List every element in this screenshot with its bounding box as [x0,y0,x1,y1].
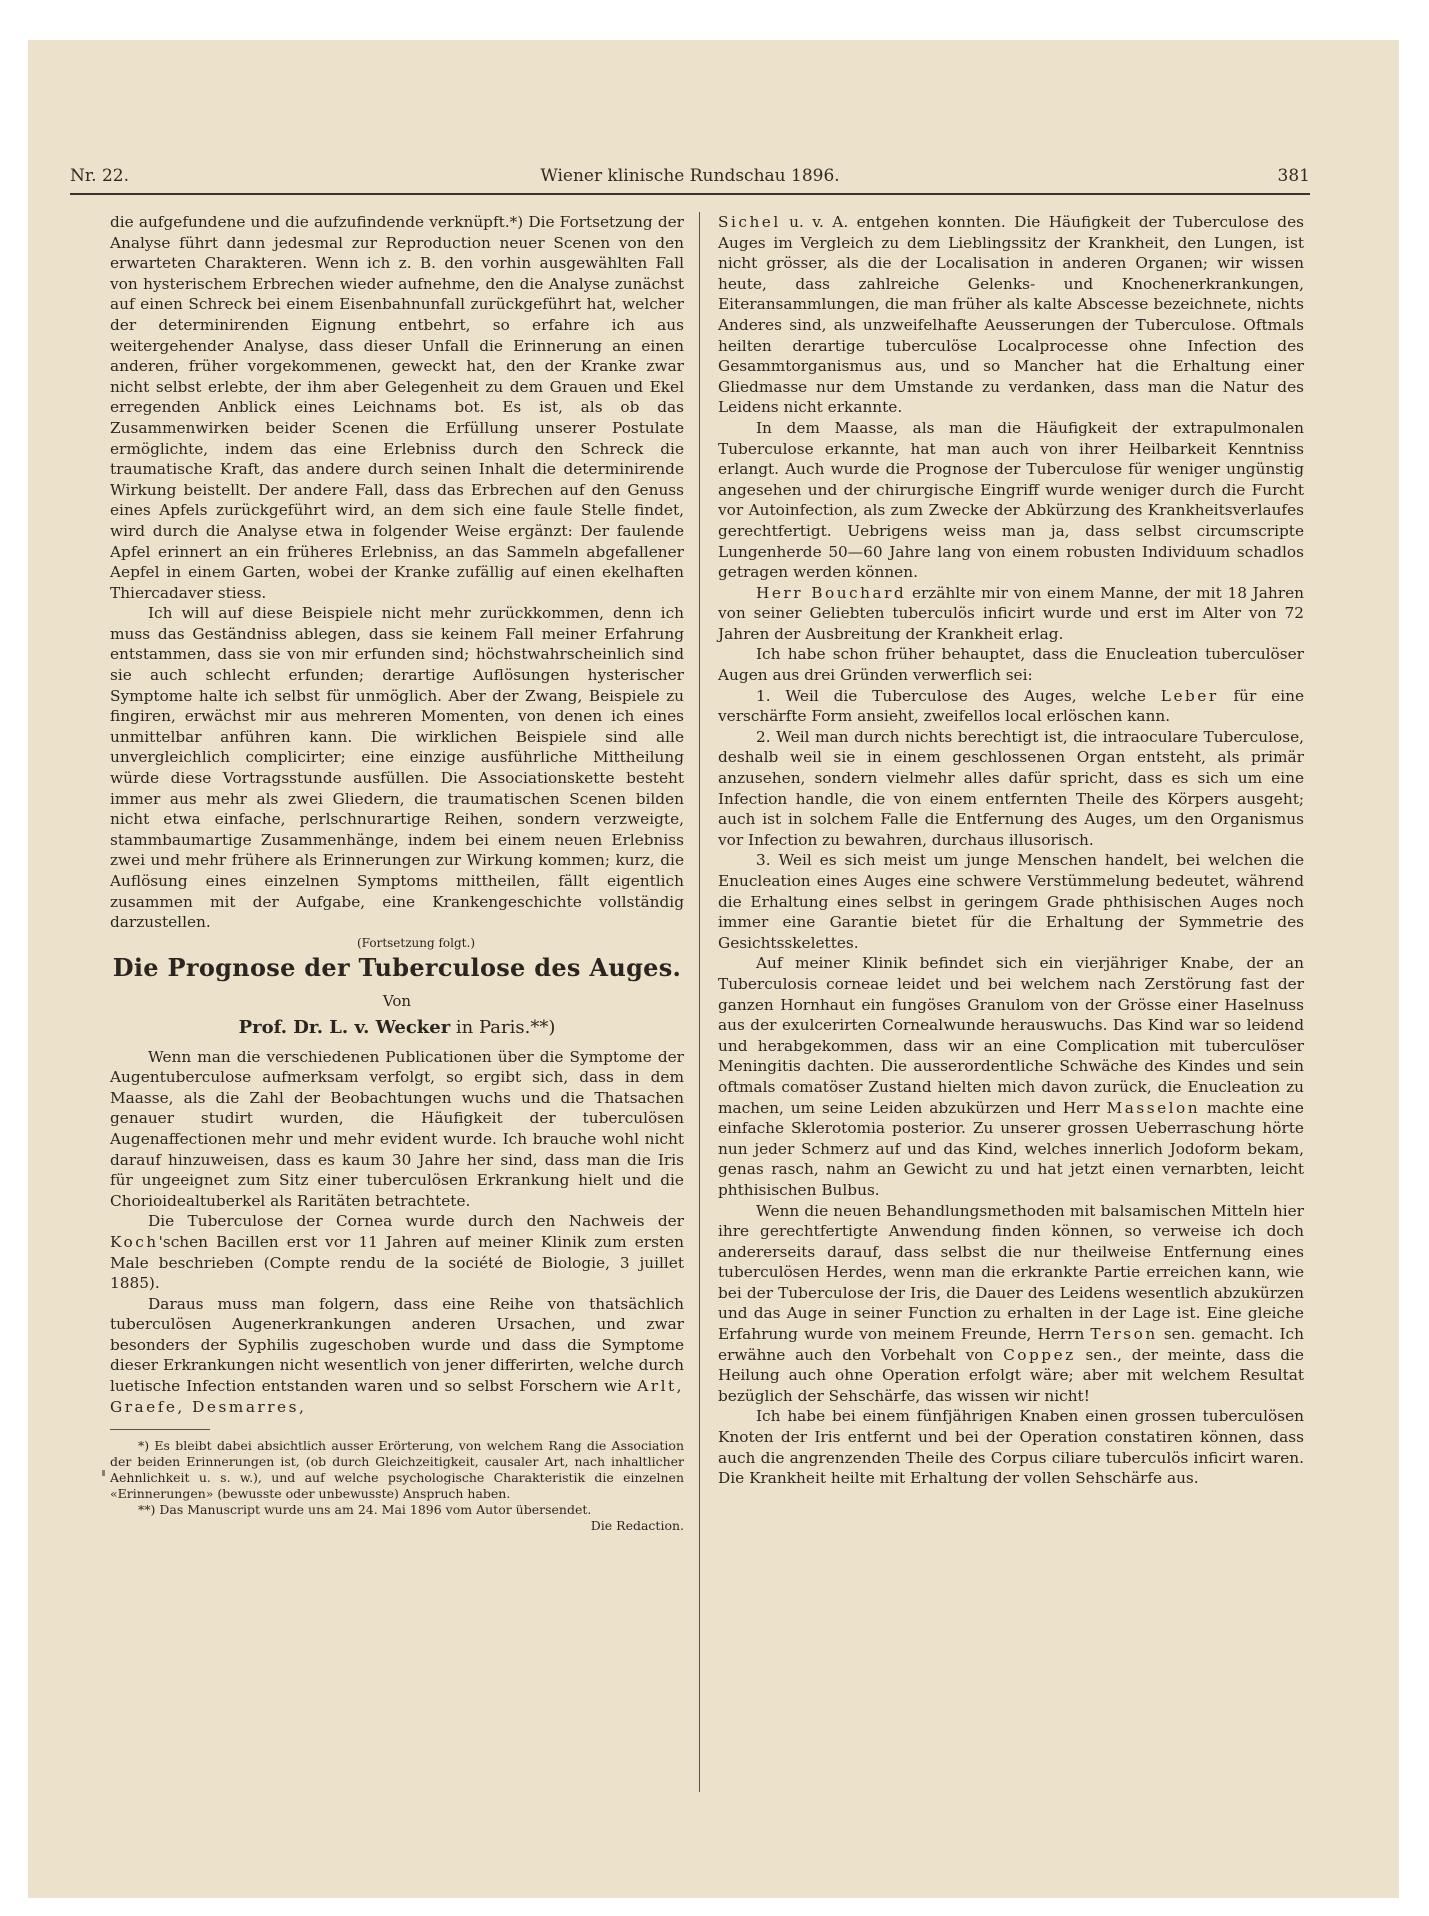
text-run: sen. gemacht. Ich erwähne auch den Vorbehalt von [718,1325,1304,1364]
name-coppez: Coppez [1003,1345,1076,1364]
text-run: Auf meiner Klinik befindet sich ein vierjähriger Knabe, der an Tuberculosis corneae leidet und bei welchem nach Zerstörung fast der ganzen Hornhaut ein fungöses Granulom von der Grösse einer Haselnuss aus der exulcerirten Cornealwunde herauswuchs. Das Kind war so leidend und herabgekommen, dass wir an eine Complication mit tuberculöser Meningitis dachten. Die ausserordentliche Schwäche des Kindes und sein oftmals comatöser Zustand hielten mich davon zurück, die Enucleation zu machen, um seine Leiden abzukürzen und Herr [718,954,1304,1117]
right-paragraph-3 [718,583,1304,645]
continuation-note: (Fortsetzung folgt.) [357,935,475,950]
name-leber: Leber [1160,686,1219,705]
left-paragraph-2: Ich will auf diese Beispiele nicht mehr zurückkommen, denn ich muss das Geständniss ablegen, dass sie keinem Fall meiner Erfahrung entstammen, dass sie von mir erfunden sind; höchstwahrscheinlich sind sie auch schlecht erfunden; derartige Auflösungen hysterischer Symptome halte ich selbst für unmöglich. Aber der Zwang, Beispiele zu fingiren, erwächst mir aus mehreren Momenten, von denen ich eines unmittelbar anführen kann. Die wirklichen Beispiele sind alle unvergleichlich complicirter; eine einzige ausführliche Mittheilung würde diese Vortragsstunde ausfüllen. Die Associationskette besteht immer aus mehr als zwei Gliedern, die traumatischen Scenen bilden nicht etwa einfache, perlschnurartige Reihen, sondern verzweigte, stammbaumartige Zusammenhänge, indem bei einem neuen Erlebniss zwei und mehr frühere als Erinnerungen zur Wirkung kommen; kurz, die Auflösung eines einzelnen Symptoms mittheilen, fällt eigentlich zusammen mit der Aufgabe, eine Krankengeschichte vollständig darzustellen. [110,604,684,932]
name-terson: Terson [1090,1325,1158,1344]
journal-title: Wiener klinische Rundschau 1896. [540,166,840,186]
text-run: 1. Weil die Tuberculose des Auges, welche [756,686,1161,705]
text-run: Die Tuberculose der Cornea wurde durch den Nachweis der [148,1212,684,1231]
text-run: erzählte mir von einem Manne, der mit 18 Jahren von seiner Geliebten tuberculös inficirt wurde und erst im Alter von 72 Jahren der Ausbreitung der Krankheit erlag. [718,583,1304,643]
right-paragraph-8 [718,953,1304,1200]
right-paragraph-1 [718,212,1304,418]
text-run: u. v. A. entgehen konnten. Die Häufigkeit der Tuberculose des Auges im Vergleich zu dem Lieblingssitz der Krankheit, den Lungen, ist nicht grösser, als die der Localisation in anderen Organen; wir wissen heute, dass zahlreiche Gelenks- und Knochenerkrankungen, Eiteransammlungen, die man früher als kalte Abscesse bezeichnete, nichts Anderes sind, als unzweifelhafte Aeusserungen der Tuberculose. Oftmals heilten derartige tuberculöse Localprocesse ohne Infection des Gesammtorganismus aus, und so Mancher hat die Erhaltung einer Gliedmasse nur dem Umstande zu verdanken, dass man die Natur des Leidens nicht erkannte. [718,213,1304,417]
author-place: in Paris.**) [450,1016,556,1038]
right-paragraph-2: In dem Maasse, als man die Häufigkeit der extrapulmonalen Tuberculose erkannte, hat man auch von ihrer Heilbarkeit Kenntniss erlangt. Auch wurde die Prognose der Tuberculose für weniger ungünstig angesehen und der chirurgische Eingriff wurde weniger durch die Furcht vor Autoinfection, als zum Zwecke der Abkürzung des Krankheitsverlaufes gerechtfertigt. Uebrigens weiss man ja, dass selbst circumscripte Lungenherde 50—60 Jahre lang von einem robusten Individuum schadlos getragen werden können. [718,418,1304,582]
footnote-2: **) Das Manuscript wurde uns am 24. Mai 1896 vom Autor übersendet. [138,1502,592,1518]
text-run: für eine verschärfte Form ansieht, zweifellos local erlöschen kann. [718,686,1304,726]
text-run: Daraus muss man folgern, dass eine Reihe von thatsächlich tuberculösen Augenerkrankungen anderen Ursachen, und zwar besonders der Syphilis zugeschoben wurde und dass die Symptome dieser Erkrankungen nicht wesentlich von jener differirten, welche durch luetische Infection entstanden waren und so selbst Forschern wie [110,1294,684,1396]
footnote-1: *) Es bleibt dabei absichtlich ausser Erörterung, von welchem Rang die Association der beiden Erinnerungen ist, (ob durch Gleichzeitigkeit, causaler Art, nach inhaltlicher Aehnlichkeit u. s. w.), und auf welche psychologische Charakteristik die einzelnen «Erinnerungen» (bewusste oder unbewusste) Anspruch haben. [110,1438,684,1502]
right-paragraph-10: Ich habe bei einem fünfjährigen Knaben einen grossen tuberculösen Knoten der Iris entfernt und bei der Operation constatiren können, dass auch die angrenzenden Theile des Corpus ciliare tuberculös inficirt waren. Die Krankheit heilte mit Erhaltung der vollen Sehschärfe aus. [718,1407,1304,1488]
names-researchers: Arlt, Graefe, Desmarres, [110,1377,684,1416]
right-paragraph-4: Ich habe schon früher behauptet, dass die Enucleation tuberculöser Augen aus drei Gründen verwerflich sei: [718,645,1304,685]
footnote-rule [110,1429,210,1430]
article-by: Von [382,992,412,1011]
print-speck [102,1470,105,1476]
article-paragraph-3 [110,1294,684,1418]
text-run: machte eine einfache Sklerotomia posterior. Zu unserer grossen Ueberraschung hörte nun jeder Schmerz auf und das Kind, welches innerlich Jodoform bekam, genas rasch, nahm an Gewicht zu und hat jetzt einen vernarbten, leicht phthisischen Bulbus. [718,1098,1304,1199]
column-divider [699,212,700,1792]
left-column [110,212,684,1534]
right-paragraph-7: 3. Weil es sich meist um junge Menschen handelt, bei welchen die Enucleation eines Auges eine schwere Verstümmelung bedeutet, während die Erhaltung eines selbst in geringem Grade phthisischen Auges noch immer eine Garantie bietet für die Erhaltung der Symmetrie des Gesichtsskelettes. [718,851,1304,952]
author-name: Prof. Dr. L. v. Wecker [238,1016,451,1038]
page-number: 381 [1277,166,1310,186]
footnote-signature: Die Redaction. [590,1518,684,1534]
issue-number: Nr. 22. [70,166,129,186]
name-koch: Koch [110,1232,159,1251]
left-paragraph-1: die aufgefundene und die aufzufindende verknüpft.*) Die Fortsetzung der Analyse führt dann jedesmal zur Reproduction neuer Scenen von den erwarteten Charakteren. Wenn ich z. B. den vorhin ausgewählten Fall von hysterischem Erbrechen wieder aufnehme, den die Analyse zunächst auf einen Schreck bei einem Eisenbahnunfall zurückgeführt hat, welcher der determinirenden Eignung entbehrt, so erfahre ich aus weitergehender Analyse, dass dieser Unfall die Erinnerung an einen anderen, früher vorgekommenen, geweckt hat, den der Kranke zwar nicht selbst erlebte, der ihm aber Gelegenheit zu dem Grauen und Ekel erregenden Anblick eines Leichnams bot. Es ist, als ob das Zusammenwirken beider Scenen die Erfüllung unserer Postulate ermöglichte, indem das eine Erlebniss durch den Schreck die traumatische Kraft, das andere durch seinen Inhalt die determinirende Wirkung beistellt. Der andere Fall, dass das Erbrechen auf den Genuss eines Apfels zurückgeführt wird, an dem sich eine faule Stelle findet, wird durch die Analyse etwa in folgender Weise ergänzt: Der faulende Apfel erinnert an ein früheres Erlebniss, an das Sammeln abgefallener Aepfel in einem Garten, wobei der Kranke zufällig auf einen ekelhaften Thiercadaver stiess. [110,213,684,602]
footnotes [110,1438,684,1534]
name-sichel: Sichel [718,213,781,231]
text-run: sen., der meinte, dass die Heilung auch ohne Operation erfolgt wäre; aber mit welchem Resultat bezüglich der Sehschärfe, das wissen wir nicht! [718,1345,1304,1405]
name-bouchard: Herr Bouchard [756,583,907,602]
text-run: Wenn die neuen Behandlungsmethoden mit balsamischen Mitteln hier ihre gerechtfertigte Anwendung finden können, so verweise ich doch andererseits darauf, dass selbst die nur theilweise Entfernung eines tuberculösen Herdes, wenn man die erkrankte Partie erreichen kann, wie bei der Tuberculose der Iris, die Dauer des Leidens wesentlich abzukürzen und das Auge in seiner Function zu erhalten in der Lage ist. Eine gleiche Erfahrung wurde von meinem Freunde, Herrn [718,1201,1304,1344]
header-rule [70,193,1310,195]
right-paragraph-5 [718,686,1304,727]
right-paragraph-6: 2. Weil man durch nichts berechtigt ist, die intraoculare Tuberculose, deshalb weil sie in einem geschlossenen Organ entsteht, als primär anzusehen, sondern vielmehr alles dafür spricht, dass es sich um eine Infection handle, die von einem entfernten Theile des Körpers ausgeht; auch ist in solchem Falle die Entfernung des Auges, um den Organismus vor Infection zu bewahren, durchaus illusorisch. [718,727,1304,849]
page-header [70,166,1310,190]
article-paragraph-1: Wenn man die verschiedenen Publicationen über die Symptome der Augentuberculose aufmerksam verfolgt, so ergibt sich, dass in dem Maasse, als die Zahl der Beobachtungen wuchs und die Thatsachen genauer studirt wurden, die Häufigkeit der tuberculösen Augenaffectionen mehr und mehr evident wurde. Ich brauche wohl nicht darauf hinzuweisen, dass es kaum 30 Jahre her sind, dass man die Iris für ungeeignet zum Sitz einer tuberculösen Erkrankung hielt und die Chorioidealtuberkel als Raritäten betrachtete. [110,1047,684,1210]
right-column [718,212,1304,1489]
right-paragraph-9 [718,1201,1304,1407]
article-title: Die Prognose der Tuberculose des Auges. [112,953,682,983]
article-paragraph-2 [110,1211,684,1293]
name-masselon: Masselon [1106,1098,1201,1117]
article-author [110,1018,684,1039]
text-run: 'schen Bacillen erst vor 11 Jahren auf meiner Klinik zum ersten Male beschrieben (Compte rendu de la société de Biologie, 3 juillet 1885). [110,1232,684,1293]
